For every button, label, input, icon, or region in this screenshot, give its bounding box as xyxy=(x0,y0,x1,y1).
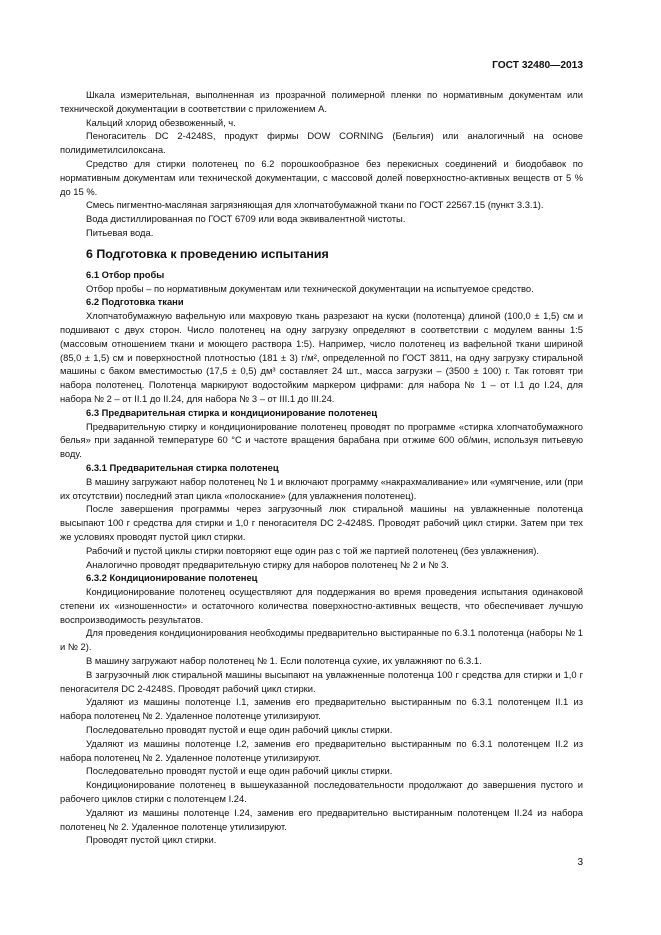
paragraph: Рабочий и пустой циклы стирки повторяют еще один раз с той же партией полотенец (без увлажнения). xyxy=(86,544,539,556)
section-heading: 6 Подготовка к проведению испытания xyxy=(86,246,329,261)
paragraph: Смесь пигментно-масляная загрязняющая для хлопчатобумажной ткани по ГОСТ 22567.15 (пункт 3.3.1). xyxy=(86,199,544,211)
paragraph: Пеногаситель DC 2-4248S, продукт фирмы DOW CORNING (Бельгия) или аналогичный на основе полидиметилсилоксана. xyxy=(60,130,583,156)
subsection-heading: 6.3.2 Кондиционирование полотенец xyxy=(86,572,258,584)
paragraph: Последовательно проводят пустой и еще один рабочий циклы стирки. xyxy=(86,765,393,777)
paragraph: Предварительную стирку и кондиционирование полотенец проводят по программе «стирка хлопчатобумажного белья» при заданной температуре 60 °С и частоте вращения барабана при отжиме 600 об/мин, используя питьевую воду. xyxy=(60,420,583,460)
subsection-heading: 6.2 Подготовка ткани xyxy=(86,296,184,308)
paragraph: Проводят пустой цикл стирки. xyxy=(86,834,217,846)
paragraph: Шкала измерительная, выполненная из прозрачной полимерной пленки по нормативным документам или технической документации в соответствии с приложением А. xyxy=(60,89,583,114)
document-body xyxy=(60,88,583,847)
paragraph: Удаляют из машины полотенце I.2, заменив его предварительно выстиранным по 6.3.1 полотенцем II.2 из набора полотенец № 2. Удаленное полотенце утилизируют. xyxy=(60,737,583,763)
subsection-heading: 6.3.1 Предварительная стирка полотенец xyxy=(86,461,279,473)
paragraph: В загрузочный люк стиральной машины высыпают на увлажненные полотенца 100 г средства для стирки и 1,0 г пеногасителя DC 2-4248S. Проводят рабочий цикл стирки. xyxy=(60,668,583,694)
paragraph: Удаляют из машины полотенце I.24, заменив его предварительно выстиранным полотенцем II.24 из набора полотенец № 2. Удаленное полотенце утилизируют. xyxy=(60,806,583,832)
paragraph: Кальций хлорид обезвоженный, ч. xyxy=(86,116,236,128)
paragraph: Для проведения кондиционирования необходимы предварительно выстиранные по 6.3.1 полотенца (наборы № 1 и № 2). xyxy=(60,627,583,653)
paragraph: После завершения программы через загрузочный люк стиральной машины на увлажненные полотенца высыпают 100 г средства для стирки и 1,0 г пеногасителя DC 2-4248S. Проводят рабочий цикл стирки. Затем при тех же условиях проводят пустой цикл стирки. xyxy=(60,503,583,542)
paragraph: В машину загружают набор полотенец № 1 и включают программу «накрахмаливание» или «умягчение, или (при их отсутствии) последний этап цикла «полоскание» (для увлажнения полотенец). xyxy=(60,475,583,501)
document-header: ГОСТ 32480—2013 xyxy=(492,60,583,71)
paragraph: Удаляют из машины полотенце I.1, заменив его предварительно выстиранным по 6.3.1 полотенцем II.1 из набора полотенец № 2. Удаленное полотенце утилизируют. xyxy=(60,696,583,722)
paragraph: Средство для стирки полотенец по 6.2 порошкообразное без перекисных соединений и биодобавок по нормативным документам или технической документации, с массовой долей поверхностно-активных веществ от 5 % до 15 %. xyxy=(60,157,583,197)
paragraph: Последовательно проводят пустой и еще один рабочий циклы стирки. xyxy=(86,724,393,736)
subsection-heading: 6.3 Предварительная стирка и кондиционирование полотенец xyxy=(86,406,378,418)
paragraph: В машину загружают набор полотенец № 1. Если полотенца сухие, их увлажняют по 6.3.1. xyxy=(86,655,482,667)
paragraph: Вода дистиллированная по ГОСТ 6709 или вода эквивалентной чистоты. xyxy=(86,213,406,225)
paragraph: Кондиционирование полотенец осуществляют для поддержания во время проведения испытания одинаковой степени их «изношенности» и остаточного количества поверхностно-активных веществ, что обеспечивает лучшую воспроизводимость результатов. xyxy=(60,586,583,625)
paragraph: Аналогично проводят предварительную стирку для наборов полотенец № 2 и № 3. xyxy=(86,558,449,570)
paragraph: Хлопчатобумажную вафельную или махровую ткань разрезают на куски (полотенца) длиной (100,0 ± 1,5) см и подшивают с двух сторон. Число полотенец на одну загрузку определяют в соответствии с модулем ванны 1:5 (массовым отношением ткани и моющего раствора 1:5). Например, число полотенец из вафельной ткани шириной (85,0 ± 1,5) см и поверхностной плотностью (181 ± 3) г/м², определенной по ГОСТ 3811, на одну загрузку стиральной машины с баком вместимостью (17,5 ± 0,5) дм³ составляет 24 шт., масса загрузки – (3500 ± 100) г. Так готовят три набора полотенец. Полотенца маркируют водостойким маркером цифрами: для набора № 1 – от I.1 до I.24, для набора № 2 – от II.1 до II.24, для набора № 3 – от III.1 до III.24. xyxy=(60,310,583,404)
paragraph: Отбор пробы – по нормативным документам или технической документации на испытуемое средство. xyxy=(86,282,534,294)
page-number: 3 xyxy=(577,857,583,868)
paragraph: Кондиционирование полотенец в вышеуказанной последовательности продолжают до завершения пустого и рабочего циклов стирки с полотенцем I.24. xyxy=(60,779,583,805)
paragraph: Питьевая вода. xyxy=(86,226,154,238)
subsection-heading: 6.1 Отбор пробы xyxy=(86,268,165,280)
